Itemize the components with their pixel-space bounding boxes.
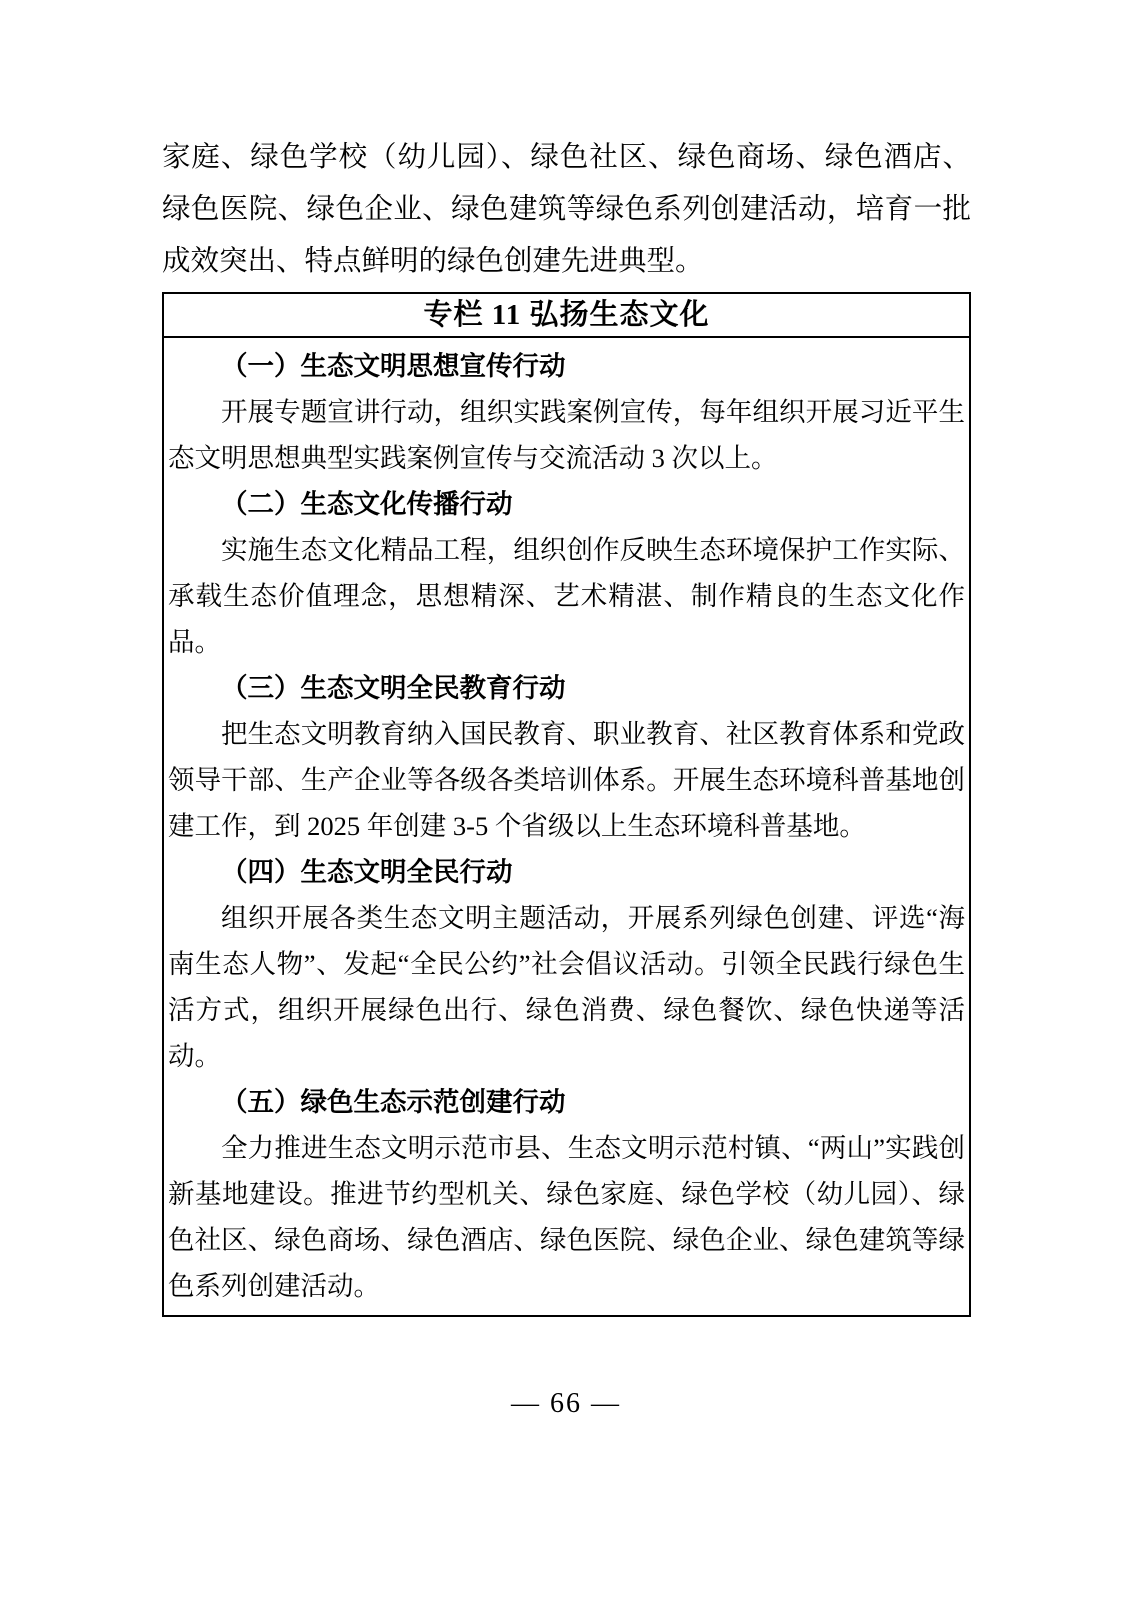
section-3-body: 把生态文明教育纳入国民教育、职业教育、社区教育体系和党政领导干部、生产企业等各级各类培训体系。开展生态环境科普基地创建工作，到 2025 年创建 3-5 个省级以上生态环境科普基地。 bbox=[168, 719, 965, 841]
section-3-heading: （三）生态文明全民教育行动 bbox=[221, 673, 566, 703]
column-box-body bbox=[164, 338, 969, 1315]
page-content bbox=[162, 132, 971, 1317]
section-5-heading: （五）绿色生态示范创建行动 bbox=[221, 1087, 566, 1117]
page-number: — 66 — bbox=[511, 1388, 621, 1419]
intro-paragraph: 家庭、绿色学校（幼儿园）、绿色社区、绿色商场、绿色酒店、绿色医院、绿色企业、绿色建筑等绿色系列创建活动，培育一批成效突出、特点鲜明的绿色创建先进典型。 bbox=[162, 142, 971, 277]
section-1-body: 开展专题宣讲行动，组织实践案例宣传，每年组织开展习近平生态文明思想典型实践案例宣传与交流活动 3 次以上。 bbox=[168, 397, 965, 473]
column-box-title: 专栏 11 弘扬生态文化 bbox=[164, 294, 969, 338]
section-5-body: 全力推进生态文明示范市县、生态文明示范村镇、“两山”实践创新基地建设。推进节约型机关、绿色家庭、绿色学校（幼儿园）、绿色社区、绿色商场、绿色酒店、绿色医院、绿色企业、绿色建筑等绿色系列创建活动。 bbox=[168, 1133, 965, 1301]
section-2-heading: （二）生态文化传播行动 bbox=[221, 489, 513, 519]
section-1-heading: （一）生态文明思想宣传行动 bbox=[221, 351, 566, 381]
section-4-body: 组织开展各类生态文明主题活动，开展系列绿色创建、评选“海南生态人物”、发起“全民公约”社会倡议活动。引领全民践行绿色生活方式，组织开展绿色出行、绿色消费、绿色餐饮、绿色快递等活动。 bbox=[168, 903, 965, 1071]
section-4-heading: （四）生态文明全民行动 bbox=[221, 857, 513, 887]
section-2-body: 实施生态文化精品工程，组织创作反映生态环境保护工作实际、承载生态价值理念，思想精深、艺术精湛、制作精良的生态文化作品。 bbox=[168, 535, 965, 657]
column-box bbox=[162, 292, 971, 1317]
